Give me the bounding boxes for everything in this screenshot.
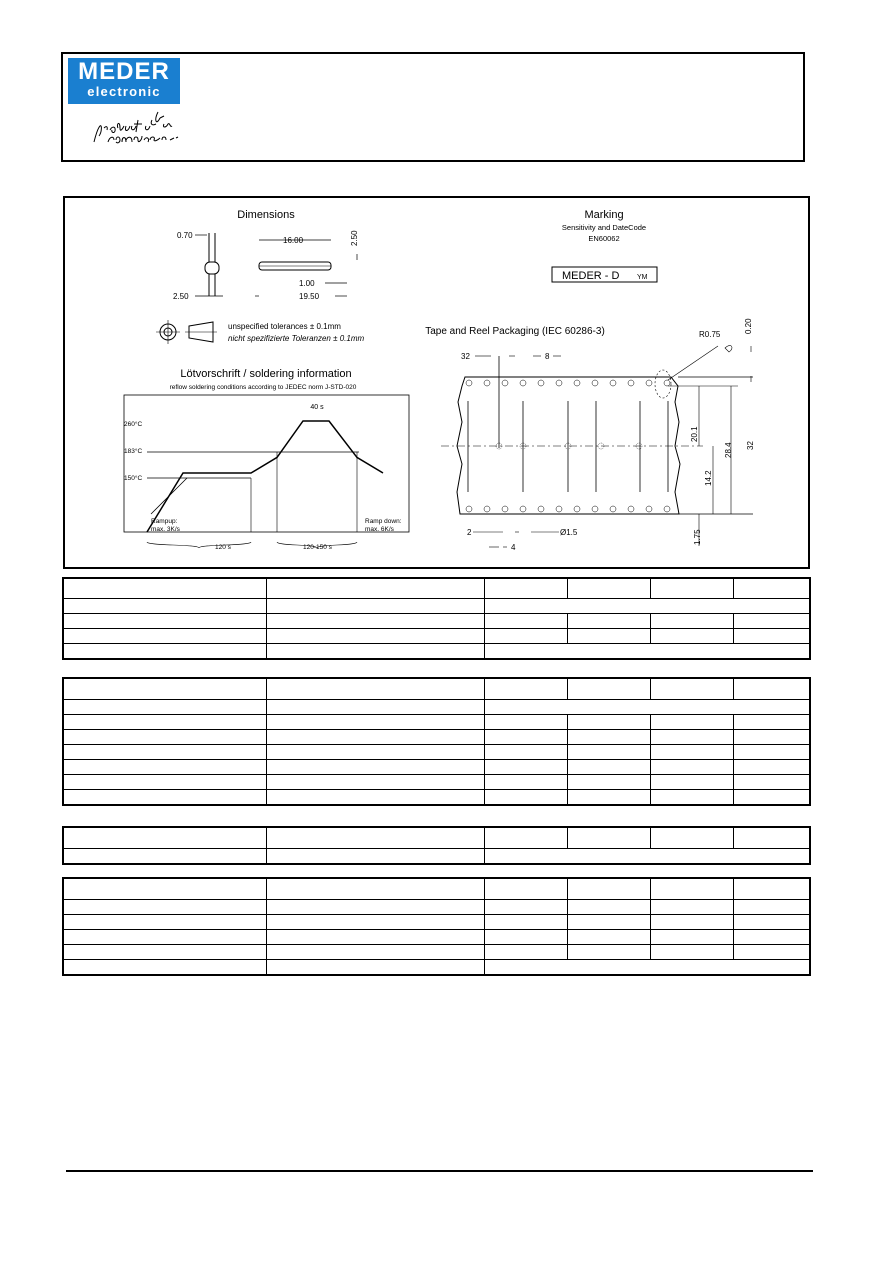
technical-drawing: [63, 196, 810, 569]
marking-line2: EN60062: [588, 234, 620, 243]
tape-d020: 0.20: [744, 318, 753, 334]
table-row: [63, 930, 810, 945]
soldering-subtitle: reflow soldering conditions according to JEDEC norm J-STD-020: [169, 384, 357, 391]
spec-table-2: [62, 677, 811, 806]
tolerance-en: unspecified tolerances ± 0.1mm: [228, 322, 341, 331]
tape-detail-ellipse: [655, 370, 671, 398]
ramp-down-label: Ramp down:: [365, 518, 402, 525]
logo-line1: MEDER: [78, 58, 170, 85]
tape-d32-label: 32: [461, 352, 470, 361]
meder-logo: [68, 58, 180, 104]
tape-r075: R0.75: [699, 330, 721, 339]
table-row: [63, 827, 810, 849]
tape-d32-total: 32: [746, 441, 755, 450]
tick-label-260: 260°C: [124, 421, 143, 428]
marking-title: Marking: [584, 209, 624, 221]
tagline-signature: [90, 106, 200, 148]
brace-120s: [147, 542, 251, 548]
tape-title: Tape and Reel Packaging (IEC 60286-3): [425, 326, 605, 337]
table-row: [63, 629, 810, 644]
table-row: [63, 715, 810, 730]
tape-d284: 28.4: [724, 442, 733, 458]
dim-1600: 16.00: [283, 236, 304, 245]
table-row: [63, 760, 810, 775]
dim-100: 1.00: [299, 279, 315, 288]
marking-line1: Sensitivity and DateCode: [561, 223, 647, 232]
dim-250: 2.50: [173, 292, 189, 301]
tick-label-183: 183°C: [124, 448, 143, 455]
table-row: [63, 960, 810, 976]
sprocket-holes-bottom: [466, 506, 670, 512]
tolerance-de: nicht spezifizierte Toleranzen ± 0.1mm: [228, 334, 365, 343]
dim-070: 0.70: [177, 231, 193, 240]
tape-outline: [457, 377, 680, 514]
table-row: [63, 790, 810, 806]
tape-r075-leader: [668, 346, 718, 380]
marking-box-label: MEDER - D: [562, 270, 620, 282]
table-row: [63, 644, 810, 660]
table-row: [63, 745, 810, 760]
logo-line2: electronic: [87, 84, 161, 99]
time-range-label: 120-150 s: [303, 544, 332, 551]
tape-d015: Ø1.5: [560, 528, 578, 537]
soldering-profile-line: [147, 421, 383, 532]
table-row: [63, 878, 810, 900]
peak-time-label: 40 s: [310, 404, 324, 411]
spec-table-1: [62, 577, 811, 660]
table-row: [63, 730, 810, 745]
soldering-chart: [124, 395, 409, 551]
ramp-up-label: Rampup:: [151, 518, 178, 525]
marking-box-code: YM: [637, 274, 648, 281]
table-row: [63, 599, 810, 614]
table-row: [63, 678, 810, 700]
dim-250-vert: 2.50: [350, 230, 359, 246]
tape-d142: 14.2: [704, 470, 713, 486]
table-row: [63, 700, 810, 715]
spec-table-3: [62, 826, 811, 865]
spec-table-4: [62, 877, 811, 976]
table-row: [63, 578, 810, 599]
table-row: [63, 900, 810, 915]
table-row: [63, 945, 810, 960]
table-row: [63, 775, 810, 790]
time-120-label: 120 s: [215, 544, 231, 551]
tape-d8: 8: [545, 352, 550, 361]
table-row: [63, 849, 810, 865]
footer-rule: [66, 1170, 813, 1172]
tape-d2: 2: [467, 528, 472, 537]
dimensions-title: Dimensions: [237, 209, 295, 221]
dim-1950: 19.50: [299, 292, 320, 301]
pin-body: [205, 262, 219, 274]
sprocket-holes-top: [466, 380, 670, 386]
ramp-down-value: max. 6K/s: [365, 526, 394, 533]
tape-d4: 4: [511, 543, 516, 552]
tick-label-150: 150°C: [124, 475, 143, 482]
ramp-up-leader: [151, 478, 187, 514]
ramp-up-value: max. 3K/s: [151, 526, 180, 533]
tape-r075-detail: [725, 345, 732, 352]
tape-d175: 1.75: [693, 529, 702, 545]
soldering-title: Lötvorschrift / soldering information: [180, 368, 352, 380]
tape-d201: 20.1: [690, 426, 699, 442]
tape-component-pockets: [468, 356, 668, 492]
table-row: [63, 614, 810, 629]
table-row: [63, 915, 810, 930]
